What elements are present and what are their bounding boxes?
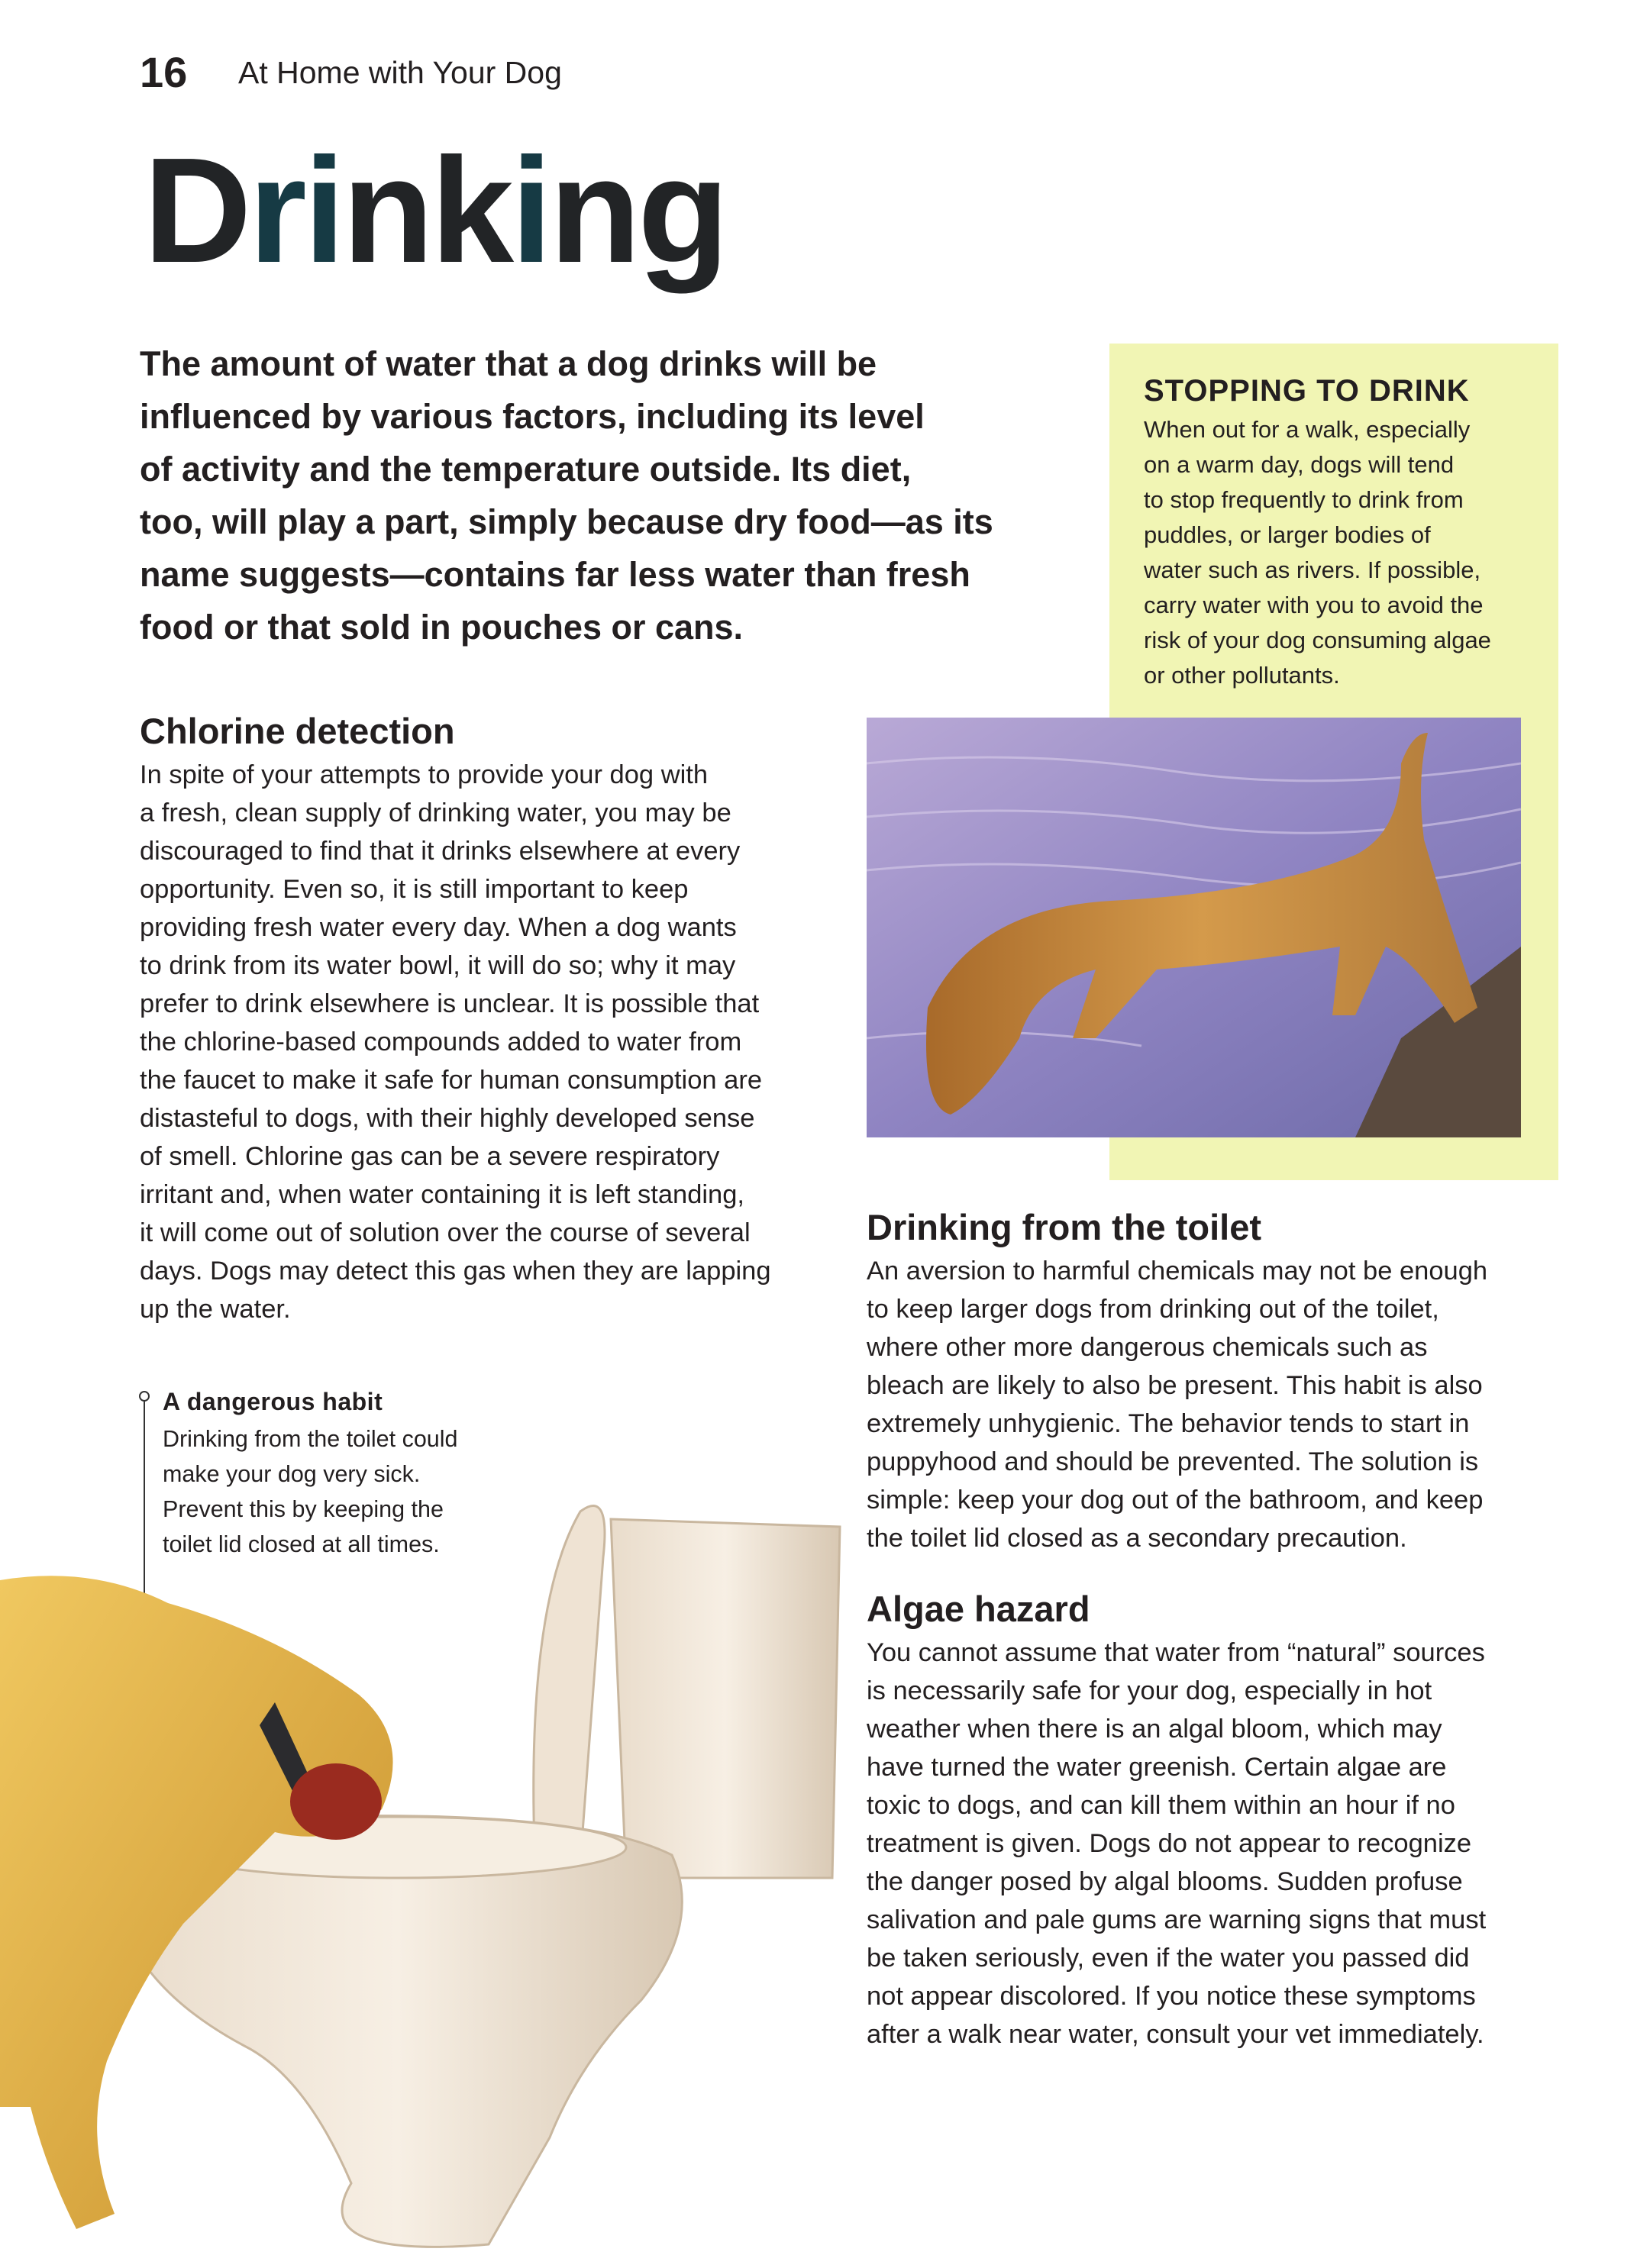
text-line: is necessarily safe for your dog, especially in hot	[867, 1676, 1432, 1705]
text-line: You cannot assume that water from “natural” sources	[867, 1638, 1485, 1667]
text-line: too, will play a part, simply because dry food—as its	[140, 502, 993, 541]
dog-drinking-toilet-photo	[0, 1450, 848, 2268]
page-title	[144, 127, 726, 294]
text-line: be taken seriously, even if the water you passed did	[867, 1944, 1470, 1973]
text-line: the danger posed by algal blooms. Sudden profuse	[867, 1867, 1463, 1896]
text-line: up the water.	[140, 1295, 291, 1324]
text-line: treatment is given. Dogs do not appear to recognize	[867, 1829, 1472, 1858]
text-line: toxic to dogs, and can kill them within an hour if no	[867, 1791, 1455, 1820]
text-line: Prevent this by keeping the	[163, 1496, 444, 1522]
algae-body	[867, 1634, 1486, 2053]
text-line: of smell. Chlorine gas can be a severe respiratory	[140, 1142, 720, 1171]
text-line: of activity and the temperature outside. Its diet,	[140, 450, 912, 489]
text-line: have turned the water greenish. Certain algae are	[867, 1753, 1447, 1782]
page-number: 16	[140, 48, 188, 96]
text-line: salivation and pale gums are warning signs that must	[867, 1905, 1487, 1934]
text-line: simple: keep your dog out of the bathroom, and keep	[867, 1486, 1484, 1515]
text-line: the faucet to make it safe for human consumption are	[140, 1066, 763, 1095]
text-line: make your dog very sick.	[163, 1461, 421, 1487]
text-line: carry water with you to avoid the	[1144, 592, 1484, 618]
caption-heading: A dangerous habit	[163, 1388, 383, 1415]
text-line: puddles, or larger bodies of	[1144, 521, 1431, 548]
text-line: When out for a walk, especially	[1144, 416, 1471, 443]
text-line: food or that sold in pouches or cans.	[140, 608, 744, 647]
title-part: r	[248, 127, 304, 294]
text-line: the chlorine-based compounds added to water from	[140, 1028, 742, 1057]
toilet-heading: Drinking from the toilet	[867, 1207, 1261, 1247]
text-line: or other pollutants.	[1144, 662, 1340, 689]
text-line: days. Dogs may detect this gas when they are lapping	[140, 1257, 771, 1286]
text-line: The amount of water that a dog drinks will be	[140, 344, 877, 383]
text-line: to drink from its water bowl, it will do so; why it may	[140, 951, 736, 980]
toilet-body	[867, 1252, 1487, 1557]
running-head: At Home with Your Dog	[238, 55, 562, 90]
text-line: after a walk near water, consult your vet immediately.	[867, 2020, 1484, 2049]
text-line: An aversion to harmful chemicals may not be enough	[867, 1257, 1488, 1286]
title-part: ng	[549, 127, 726, 294]
text-line: providing fresh water every day. When a dog wants	[140, 913, 737, 942]
text-line: extremely unhygienic. The behavior tends to start in	[867, 1409, 1470, 1438]
text-line: a fresh, clean supply of drinking water, you may be	[140, 798, 731, 828]
text-line: where other more dangerous chemicals such as	[867, 1333, 1428, 1362]
chlorine-heading: Chlorine detection	[140, 711, 455, 751]
text-line: not appear discolored. If you notice these symptoms	[867, 1982, 1476, 2011]
text-line: Drinking from the toilet could	[163, 1426, 458, 1452]
text-line: weather when there is an algal bloom, which may	[867, 1715, 1442, 1744]
text-line: bleach are likely to also be present. This habit is also	[867, 1371, 1483, 1400]
dog-drinking-puddle-photo	[867, 718, 1521, 1137]
sidebar-body	[1144, 412, 1491, 693]
text-line: water such as rivers. If possible,	[1144, 557, 1481, 583]
text-line: prefer to drink elsewhere is unclear. It is possible that	[140, 989, 760, 1018]
title-part: D	[144, 127, 249, 294]
text-line: irritant and, when water containing it is left standing,	[140, 1180, 745, 1209]
text-line: toilet lid closed at all times.	[163, 1531, 440, 1557]
text-line: distasteful to dogs, with their highly developed sense	[140, 1104, 755, 1133]
algae-heading: Algae hazard	[867, 1589, 1090, 1629]
text-line: on a warm day, dogs will tend	[1144, 451, 1455, 478]
text-line: influenced by various factors, including its level	[140, 397, 925, 436]
sidebar-heading: STOPPING TO DRINK	[1144, 374, 1470, 408]
chlorine-body	[140, 756, 771, 1328]
text-line: In spite of your attempts to provide your dog with	[140, 760, 709, 789]
text-line: name suggests—contains far less water than fresh	[140, 555, 970, 594]
title-part: i	[511, 127, 550, 294]
text-line: to keep larger dogs from drinking out of the toilet,	[867, 1295, 1439, 1324]
title-part: i	[303, 127, 343, 294]
text-line: risk of your dog consuming algae	[1144, 627, 1491, 653]
text-line: to stop frequently to drink from	[1144, 486, 1464, 513]
intro-paragraph	[140, 337, 993, 653]
text-line: opportunity. Even so, it is still important to keep	[140, 875, 689, 904]
text-line: it will come out of solution over the course of several	[140, 1218, 751, 1247]
text-line: the toilet lid closed as a secondary precaution.	[867, 1524, 1407, 1553]
text-line: discouraged to find that it drinks elsewhere at every	[140, 837, 741, 866]
title-part: nk	[342, 127, 512, 294]
text-line: puppyhood and should be prevented. The solution is	[867, 1447, 1479, 1476]
